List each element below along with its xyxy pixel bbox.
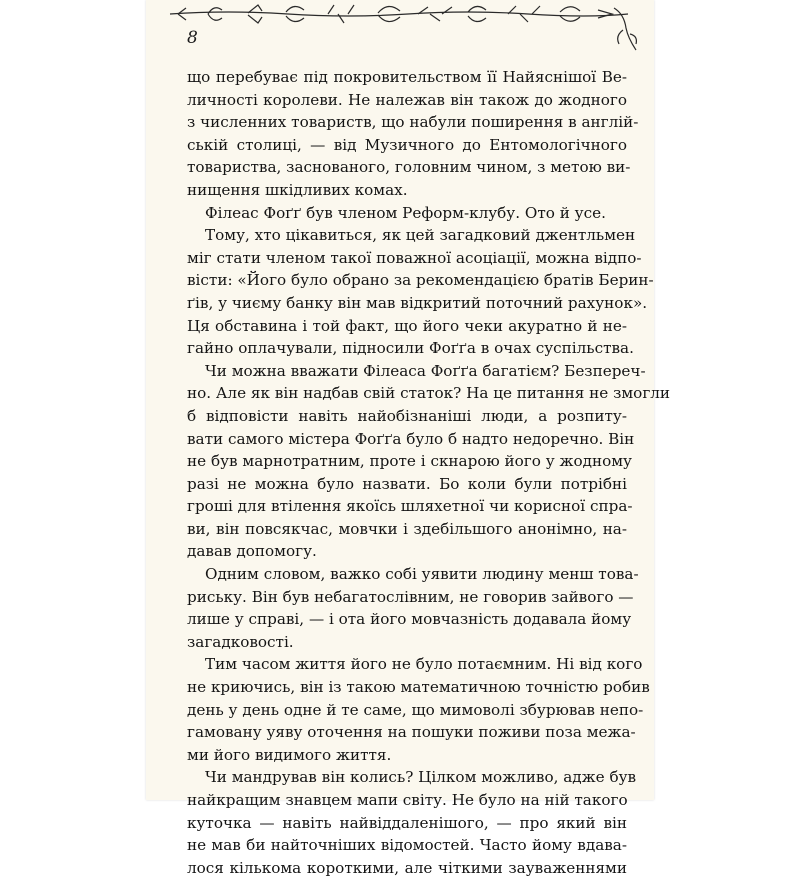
text-line: не криючись, він із такою математичною точністю робив — [187, 678, 650, 697]
text-line: вісти: «Його було обрано за рекомендацією братів Берин- — [187, 271, 654, 290]
ornament-icon — [168, 0, 644, 52]
text-line: ській столиці, — від Музичного до Ентомологічного — [187, 135, 627, 154]
text-line: лише у справі, — і ота його мовчазність додавала йому — [187, 610, 632, 629]
text-line: риську. Він був небагатослівним, не говорив зайвого — — [187, 587, 634, 606]
text-line: гайно оплачували, підносили Фоґґа в очах суспільства. — [187, 339, 634, 358]
text-line: ґів, у чиєму банку він мав відкритий поточний рахунок». — [187, 293, 648, 312]
text-line: найкращим знавцем мапи світу. Не було на ній такого — [187, 791, 628, 809]
text-line: загадковості. — [187, 632, 294, 651]
text-line: гамовану уяву оточення на пошуки поживи поза межа- — [187, 723, 636, 742]
text-line: гроші для втілення якоїсь шляхетної чи корисної спра- — [187, 497, 633, 516]
text-line: міг стати членом такої поважної асоціації, можна відпо- — [187, 248, 642, 267]
text-line: не мав би найточніших відомостей. Часто йому вдава- — [187, 836, 627, 855]
page-number: 8 — [187, 28, 198, 48]
text-line: ви, він повсякчас, мовчки і здебільшого анонімно, на- — [187, 519, 627, 538]
text-line: вати самого містера Фоґґа було б надто недоречно. Він — [187, 429, 635, 448]
text-line: ми його видимого життя. — [187, 745, 392, 764]
text-line: давав допомогу. — [187, 542, 317, 561]
text-line: Ця обставина і той факт, що його чеки акуратно й не- — [187, 316, 627, 335]
body-text — [187, 66, 671, 879]
text-line: б відповісти навіть найобізнаніші люди, а розпиту- — [187, 406, 627, 425]
text-line: разі не можна було назвати. Бо коли були потрібні — [187, 474, 627, 493]
text-line: що перебуває під покровительством її Найяснішої Ве- — [187, 68, 627, 86]
text-line: личності королеви. Не належав він також до жодного — [187, 90, 627, 109]
text-line: Тому, хто цікавиться, як цей загадковий джентльмен — [205, 226, 636, 245]
text-line: не був марнотратним, проте і скнарою його у жодному — [187, 452, 632, 471]
text-line: день у день одне й те саме, що мимоволі збурював непо- — [187, 700, 644, 719]
text-line: з численних товариств, що набули поширення в англій- — [187, 113, 639, 132]
text-line: Чи можна вважати Філеаса Фоґґа багатієм? Безпереч- — [205, 361, 646, 380]
text-line: Тим часом життя його не було потаємним. Ні від кого — [205, 655, 643, 674]
text-line: но. Але як він надбав свій статок? На це питання не змогли — [187, 384, 671, 403]
text-line: Одним словом, важко собі уявити людину менш това- — [205, 565, 639, 584]
text-line: Філеас Фоґґ був членом Реформ-клубу. Ото й усе. — [205, 203, 606, 222]
text-line: нищення шкідливих комах. — [187, 180, 408, 199]
text-line: лося кількома короткими, але чіткими зауваженнями — [187, 858, 627, 877]
text-line: Чи мандрував він колись? Цілком можливо, адже був — [205, 768, 637, 787]
text-line: куточка — навіть найвіддаленішого, — про який він — [187, 813, 627, 832]
text-line: товариства, заснованого, головним чином, з метою ви- — [187, 158, 631, 177]
